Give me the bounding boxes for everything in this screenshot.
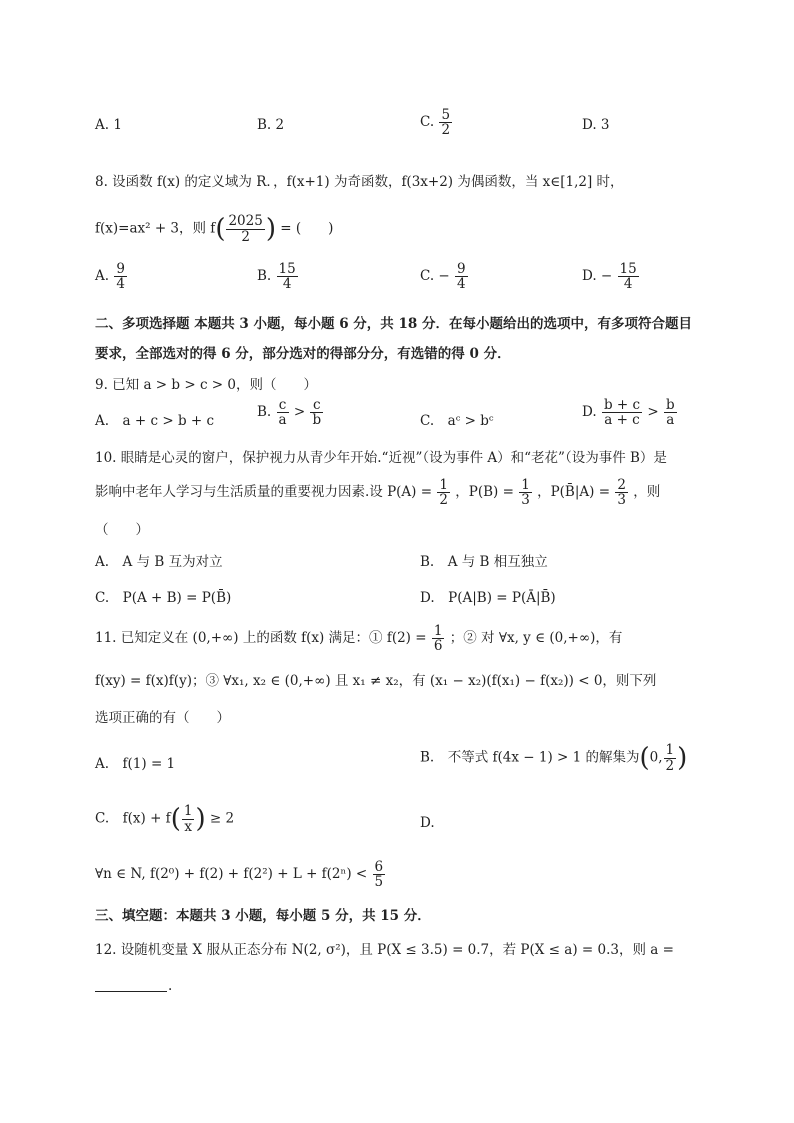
fraction-numerator: 2025	[228, 213, 263, 230]
q7-option-c-fraction	[439, 108, 452, 137]
q8-option-c-fraction	[455, 262, 468, 291]
q11-stem-line1	[95, 624, 622, 653]
fraction-numerator: 2	[617, 477, 626, 493]
fraction-denominator: a	[666, 412, 675, 429]
q11-text: ；② 对 ∀x, y ∈ (0,+∞)，有	[449, 630, 623, 647]
q11-option-d-label: D.	[420, 815, 435, 831]
q8-line2-text: f(x)=ax² + 3，则 f	[95, 220, 216, 237]
q10-option-b: B. A 与 B 相互独立	[420, 554, 548, 570]
fraction	[277, 398, 289, 427]
q8-option-c	[420, 262, 469, 291]
q8-option-a	[95, 262, 128, 291]
q10-text: ，则	[633, 484, 661, 501]
fraction-denominator: 2	[241, 228, 250, 245]
fraction-numerator: c	[277, 398, 289, 413]
q7-option-c	[420, 108, 453, 137]
q10-stem-line1: 10. 眼睛是心灵的窗户，保护视力从青少年开始.“近视”（设为事件 A）和“老花”（设为事件 B）是	[95, 450, 667, 466]
fraction	[310, 398, 323, 427]
fraction-denominator: 4	[116, 276, 125, 293]
q10-stem-line3: （ ）	[95, 522, 149, 538]
q10-option-d: D. P(A|B) = P(Ā|B̄)	[420, 590, 556, 606]
fraction-numerator: 9	[457, 261, 466, 277]
q11-stem-line3: 选项正确的有（ ）	[95, 710, 230, 726]
q12-stem-line1: 12. 设随机变量 X 服从正态分布 N(2, σ²)，且 P(X ≤ 3.5) = 0.7，若 P(X ≤ a) = 0.3，则 a =	[95, 942, 674, 958]
q9-option-d	[582, 398, 678, 427]
q7-option-c-label: C.	[420, 114, 435, 131]
fraction-numerator: 1	[183, 803, 193, 820]
fraction-denominator: 3	[521, 492, 530, 509]
option-label: D.	[582, 404, 597, 421]
section2-heading-line1: 二、多项选择题 本题共 3 小题，每小题 6 分，共 18 分．在每小题给出的选项中，有多项符合题目	[95, 316, 692, 332]
fraction	[432, 624, 445, 653]
q8-option-d-fraction	[618, 262, 639, 291]
q10-text: ，P(B) =	[455, 484, 514, 501]
q9-option-c: C. aᶜ > bᶜ	[420, 413, 494, 429]
q11-option-a: A. f(1) = 1	[95, 756, 176, 772]
q7-option-d: D. 3	[582, 117, 610, 133]
fraction-denominator: a + c	[604, 412, 640, 429]
option-label: B.	[257, 268, 272, 285]
q10-text: 影响中老年人学习与生活质量的重要视力因素.设 P(A) =	[95, 484, 433, 501]
fraction	[437, 478, 450, 507]
q10-option-c: C. P(A + B) = P(B̄)	[95, 590, 232, 606]
q11-option-d	[95, 860, 386, 889]
q11-text: 11. 已知定义在 (0,+∞) 上的函数 f(x) 满足：① f(2) =	[95, 630, 427, 647]
fraction-numerator: b + c	[603, 397, 641, 413]
fraction-numerator: 5	[441, 107, 451, 123]
q11-option-b: B. 不等式 f(4x − 1) > 1 的解集为(0, $\frac{1}{2}$ )	[420, 742, 688, 774]
option-label: D. −	[582, 268, 613, 285]
q8-option-b	[257, 262, 299, 291]
greater-than: >	[293, 404, 306, 421]
interval-start: 0,	[649, 749, 663, 766]
fraction	[182, 804, 195, 833]
fraction-denominator: 4	[457, 276, 466, 293]
q11-option-c-text: C. f(x) + f	[95, 810, 171, 827]
q7-option-b: B. 2	[257, 117, 285, 133]
fraction-numerator: b	[665, 397, 675, 413]
q10-option-a: A. A 与 B 互为对立	[95, 554, 223, 570]
q8-fraction	[226, 214, 264, 243]
q9-option-b	[257, 398, 324, 427]
fraction-numerator: 1	[665, 742, 675, 759]
fraction-numerator: 9	[116, 261, 125, 277]
q9-stem: 9. 已知 a > b > c > 0，则（ ）	[95, 377, 317, 393]
q10-text: ，P(B̄|A) =	[537, 484, 611, 501]
fraction-denominator: 5	[374, 874, 384, 891]
q10-stem-line2	[95, 478, 660, 507]
option-label: B.	[257, 404, 272, 421]
fraction-numerator: 15	[278, 261, 296, 277]
fraction-denominator: 3	[617, 492, 626, 509]
fraction-numerator: 1	[439, 477, 448, 493]
fraction	[519, 478, 532, 507]
q11-option-c-end: ≥ 2	[209, 810, 235, 827]
fraction-denominator: 4	[282, 276, 292, 293]
fraction	[615, 478, 628, 507]
answer-blank[interactable]	[95, 991, 167, 992]
option-label: A.	[95, 268, 110, 285]
q8-stem-line1: 8. 设函数 f(x) 的定义域为 R．，f(x+1) 为奇函数，f(3x+2) 为偶函数，当 x∈[1,2] 时，	[95, 174, 624, 190]
q11-stem-line2: f(xy) = f(x)f(y)；③ ∀x₁, x₂ ∈ (0,+∞) 且 x₁ ≠ x₂，有 (x₁ − x₂)(f(x₁) − f(x₂)) < 0，则下列	[95, 673, 657, 689]
fraction-numerator: 1	[521, 477, 530, 493]
greater-than: >	[647, 404, 659, 421]
q11-option-b-text: B. 不等式 f(4x − 1) > 1 的解集为	[420, 749, 640, 766]
fraction-denominator: b	[312, 412, 322, 429]
fraction-numerator: 15	[619, 261, 637, 277]
section3-heading: 三、填空题：本题共 3 小题，每小题 5 分，共 15 分．	[95, 908, 431, 924]
q12-end-period: .	[168, 978, 173, 994]
fraction	[664, 743, 677, 772]
fraction-numerator: 1	[433, 623, 443, 639]
fraction-denominator: 2	[665, 757, 675, 774]
q8-option-b-fraction	[277, 262, 298, 291]
fraction-numerator: 6	[374, 859, 384, 875]
fraction-denominator: 2	[439, 492, 448, 509]
fraction	[373, 860, 386, 889]
option-label: C. −	[420, 268, 450, 285]
fraction	[602, 398, 642, 427]
fraction-denominator: 4	[623, 276, 633, 293]
q9-option-a: A. a + c > b + c	[95, 413, 215, 429]
fraction-denominator: 6	[433, 638, 443, 655]
fraction-denominator: 2	[441, 122, 451, 139]
q11-option-c: C. f(x) + f( $\frac{1}{x}$ ) ≥ 2	[95, 803, 235, 835]
fraction	[664, 398, 677, 427]
q8-option-a-fraction	[114, 262, 127, 291]
q7-option-a: A. 1	[95, 117, 122, 133]
section2-heading-line2: 要求，全部选对的得 6 分，部分选对的得部分分，有选错的得 0 分．	[95, 346, 511, 362]
q8-line2-end: = ( )	[280, 220, 334, 237]
fraction-numerator: c	[310, 398, 323, 413]
q11-option-d-text: ∀n ∈ N, f(2⁰) + f(2) + f(2²) + L + f(2ⁿ) <	[95, 866, 368, 883]
q8-option-d	[582, 262, 640, 291]
q8-stem-line2: f(x)=ax² + 3，则 f( $\frac{2025}{2}$ ) = ( )	[95, 213, 334, 245]
fraction-denominator: a	[278, 412, 287, 429]
fraction-denominator: x	[184, 818, 192, 835]
